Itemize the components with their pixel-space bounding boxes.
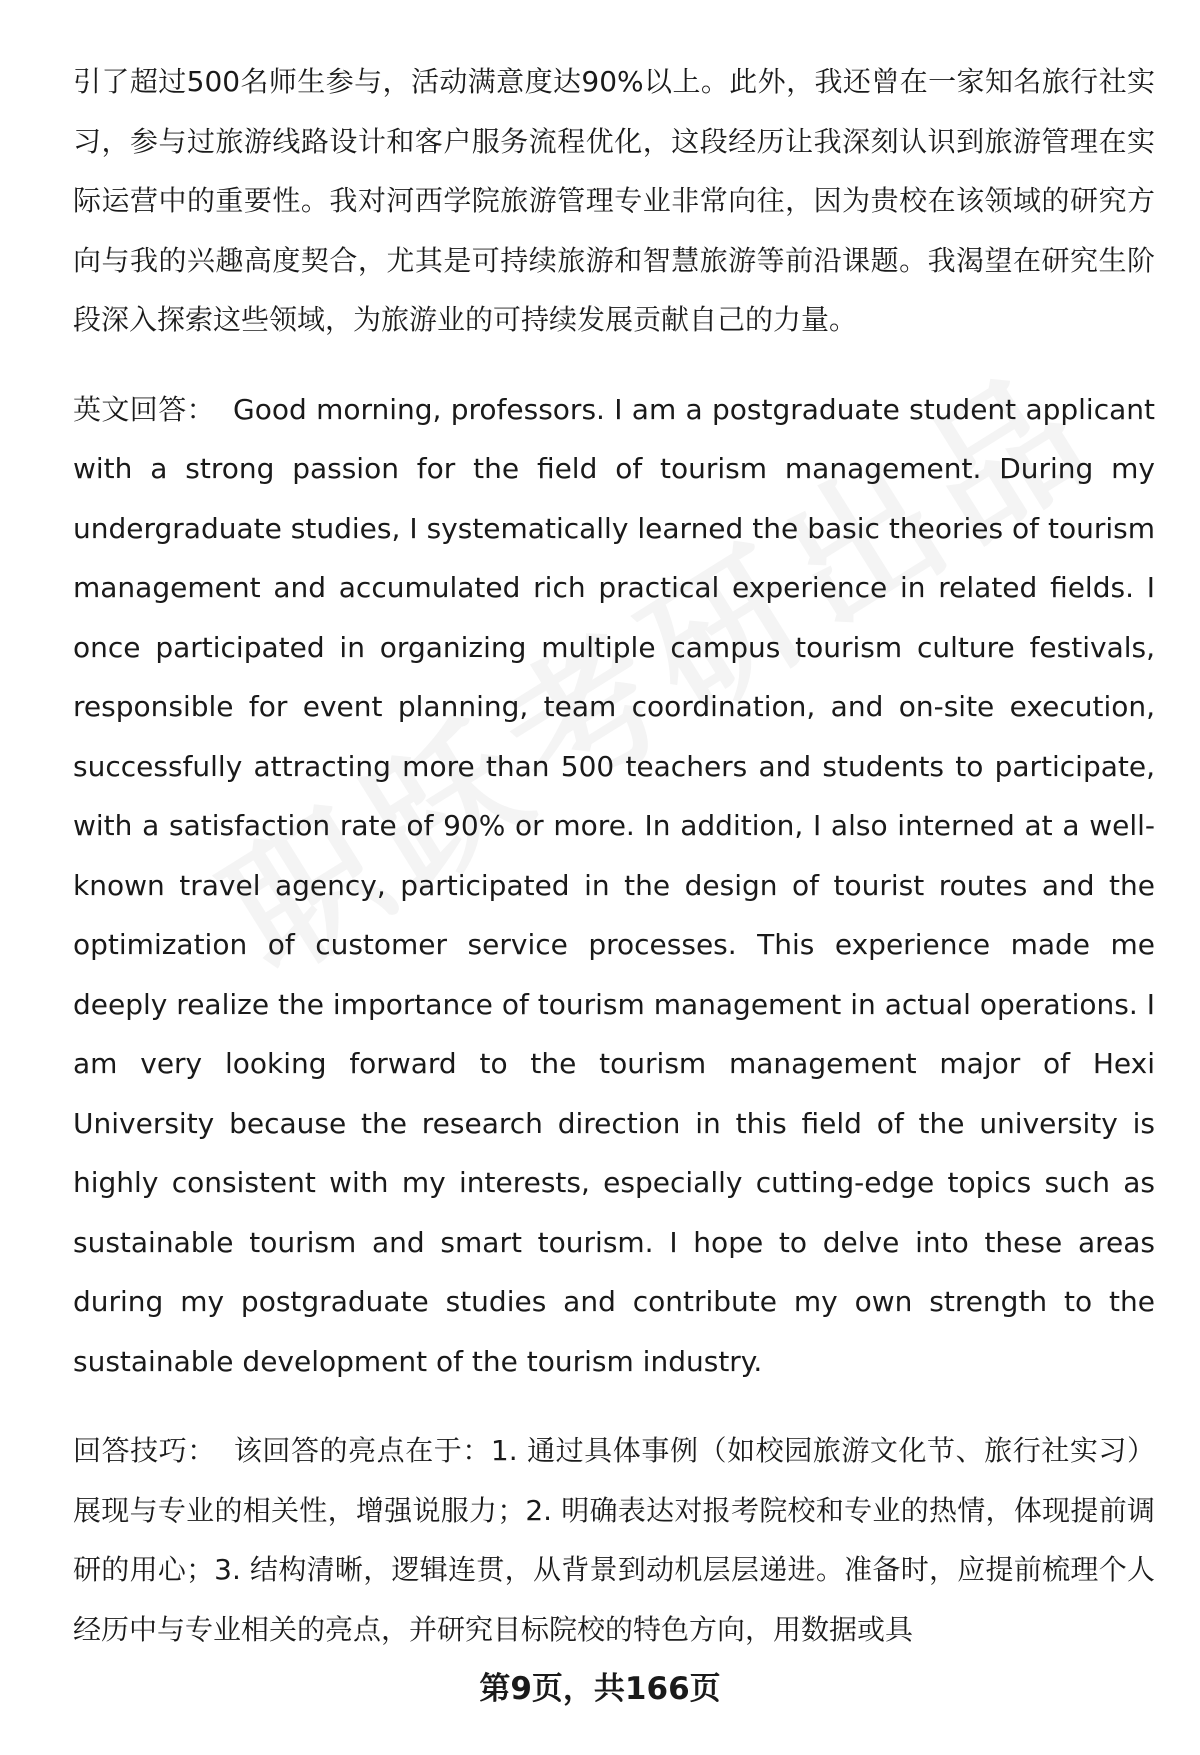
- paragraph-chinese-answer-continued: [73, 52, 1155, 350]
- paragraph-english-answer: [73, 380, 1155, 1392]
- page-number-footer: 第9页，共166页: [479, 1671, 721, 1707]
- paragraph-answer-tips: [73, 1421, 1155, 1659]
- answer-tips-text: 该回答的亮点在于：1. 通过具体事例（如校园旅游文化节、旅行社实习）展现与专业的相关性，增强说服力；2. 明确表达对报考院校和专业的热情，体现提前调研的用心；3. 结构清晰，逻辑连贯，从背景到动机层层递进。准备时，应提前梳理个人经历中与专业相关的亮点，并研究目标院校的特色方向，用数据或具: [73, 1434, 1155, 1646]
- document-body: [73, 52, 1155, 1659]
- english-answer-text: Good morning, professors. I am a postgraduate student applicant with a strong passion for the field of tourism management. During my undergraduate studies, I systematically learned the basic theories of tourism management and accumulated rich practical experience in related fields. I once participated in organizing multiple campus tourism culture festivals, responsible for event planning, team coordination, and on-site execution, successfully attracting more than 500 teachers and students to participate, with a satisfaction rate of 90% or more. In addition, I also interned at a well-known travel agency, participated in the design of tourist routes and the optimization of customer service processes. This experience made me deeply realize the importance of tourism management in actual operations. I am very looking forward to the tourism management major of Hexi University because the research direction in this field of the university is highly consistent with my interests, especially cutting-edge topics such as sustainable tourism and smart tourism. I hope to delve into these areas during my postgraduate studies and contribute my own strength to the sustainable development of the tourism industry.: [73, 392, 1155, 1378]
- answer-tips-label: 回答技巧：: [73, 1434, 216, 1467]
- english-answer-label: 英文回答：: [73, 392, 216, 426]
- paragraph-text: 引了超过500名师生参与，活动满意度达90%以上。此外，我还曾在一家知名旅行社实习，参与过旅游线路设计和客户服务流程优化，这段经历让我深刻认识到旅游管理在实际运营中的重要性。我对河西学院旅游管理专业非常向往，因为贵校在该领域的研究方向与我的兴趣高度契合，尤其是可持续旅游和智慧旅游等前沿课题。我渴望在研究生阶段深入探索这些领域，为旅游业的可持续发展贡献自己的力量。: [73, 65, 1155, 336]
